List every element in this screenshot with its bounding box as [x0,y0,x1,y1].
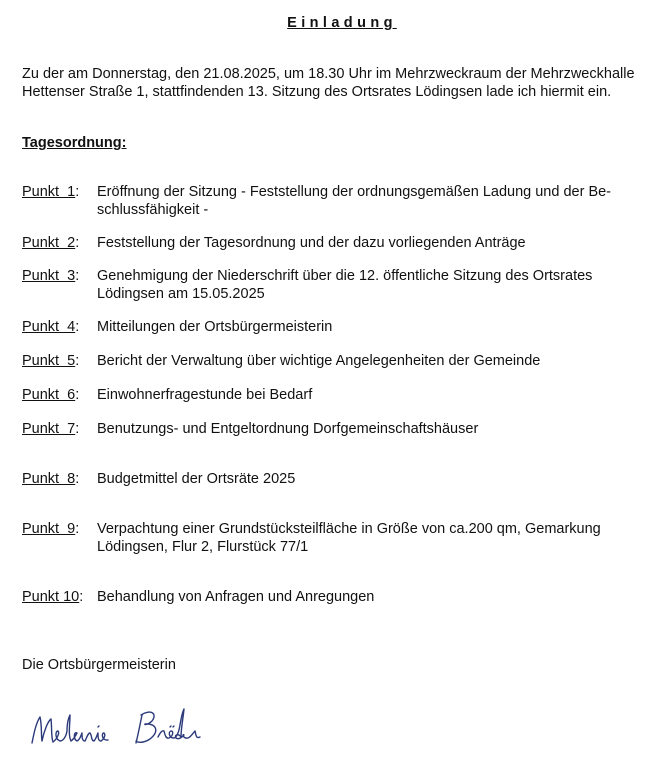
invitation-document: Einladung Zu der am Donnerstag, den 21.08.2025, um 18.30 Uhr im Mehrzweckraum der Mehrzweckhalle Hettenser Straße 1, stattfindenden 13. Sitzung des Ortsrates Lödingsen lade ich hiermit ein. Tagesordnung: Punkt 1: Eröffnung der Sitzung - Feststellung der ordnungsgemäßen Ladung und der Be- schlussfähigkeit - Punkt 2: Feststellung der Tagesordnung und der dazu vorliegenden Anträge Punkt 3: Genehmigung der Niederschrift über die 12. öffentliche Sitzung des Ortsrates Lödingsen am 15.05.2025 Punkt 4: Mitteilungen der Ortsbürgermeisterin Punkt 5: Bericht der Verwaltung über wichtige Angelegenheiten der Gemeinde Punkt 6: Einwohnerfragestunde bei Bedarf Punkt 7: Benutzungs- und Entgeltordnung Dorfgemeinschaftshäuser Punkt 8: Budgetmittel der Ortsräte 2025 Punkt 9: Verpachtung einer Grundstücksteilfläche in Größe von ca.200 qm, Gemarkung Lödingsen, Flur 2, Flurstück 77/1 Punkt 10: Behandlung von Anfragen und Anregungen Die Ortsbürgermeisterin [0,0,672,777]
agenda-item-number: Punkt 7 [22,421,76,437]
agenda-item-number: Punkt 5 [22,353,76,369]
intro-paragraph [22,65,662,101]
agenda-item-text [97,234,657,252]
agenda-item-number: Punkt 1 [22,184,76,200]
agenda-item-number: Punkt 8 [22,471,76,487]
intro-line: Zu der am Donnerstag, den 21.08.2025, um 18.30 Uhr im Mehrzweckraum der Mehrzweckhalle [22,66,635,82]
agenda-item-line: Lödingsen am 15.05.2025 [97,286,265,302]
agenda-item-text [97,420,657,438]
agenda-item-line: Behandlung von Anfragen und Anregungen [97,589,375,605]
agenda-item-text [97,520,657,556]
agenda-item-line: Feststellung der Tagesordnung und der dazu vorliegenden Anträge [97,235,526,251]
agenda-item-line: schlussfähigkeit - [97,202,209,218]
agenda-item-line: Einwohnerfragestunde bei Bedarf [97,387,313,403]
agenda-item-number: Punkt 6 [22,387,76,403]
agenda-item-text [97,352,657,370]
agenda-item-text [97,588,657,606]
agenda-item-line: Benutzungs- und Entgeltordnung Dorfgemeinschaftshäuser [97,421,479,437]
agenda-item-number: Punkt 9 [22,521,76,537]
agenda-item-line: Budgetmittel der Ortsräte 2025 [97,471,296,487]
agenda-item-line: Mitteilungen der Ortsbürgermeisterin [97,319,333,335]
agenda-heading: Tagesordnung: [22,135,127,151]
agenda-item-text [97,386,657,404]
agenda-item-text [97,318,657,336]
agenda-item-text [97,470,657,488]
agenda-item-line: Eröffnung der Sitzung - Feststellung der ordnungsgemäßen Ladung und der Be- [97,184,612,200]
agenda-item-text [97,183,657,219]
intro-line: Hettenser Straße 1, stattfindenden 13. Sitzung des Ortsrates Lödingsen lade ich hiermit ein. [22,84,612,100]
closing-signatory-title: Die Ortsbürgermeisterin [22,657,176,673]
document-title: Einladung [287,15,397,31]
agenda-item-line: Bericht der Verwaltung über wichtige Angelegenheiten der Gemeinde [97,353,541,369]
agenda-item-number: Punkt 2 [22,235,76,251]
agenda-item-line: Genehmigung der Niederschrift über die 12. öffentliche Sitzung des Ortsrates [97,268,593,284]
agenda-item-number: Punkt 10 [22,589,80,605]
agenda-item-text [97,267,657,303]
agenda-item-number: Punkt 3 [22,268,76,284]
agenda-item-line: Verpachtung einer Grundstücksteilfläche in Größe von ca.200 qm, Gemarkung [97,521,601,537]
handwritten-signature [24,695,254,765]
agenda-item-line: Lödingsen, Flur 2, Flurstück 77/1 [97,539,309,555]
agenda-item-number: Punkt 4 [22,319,76,335]
